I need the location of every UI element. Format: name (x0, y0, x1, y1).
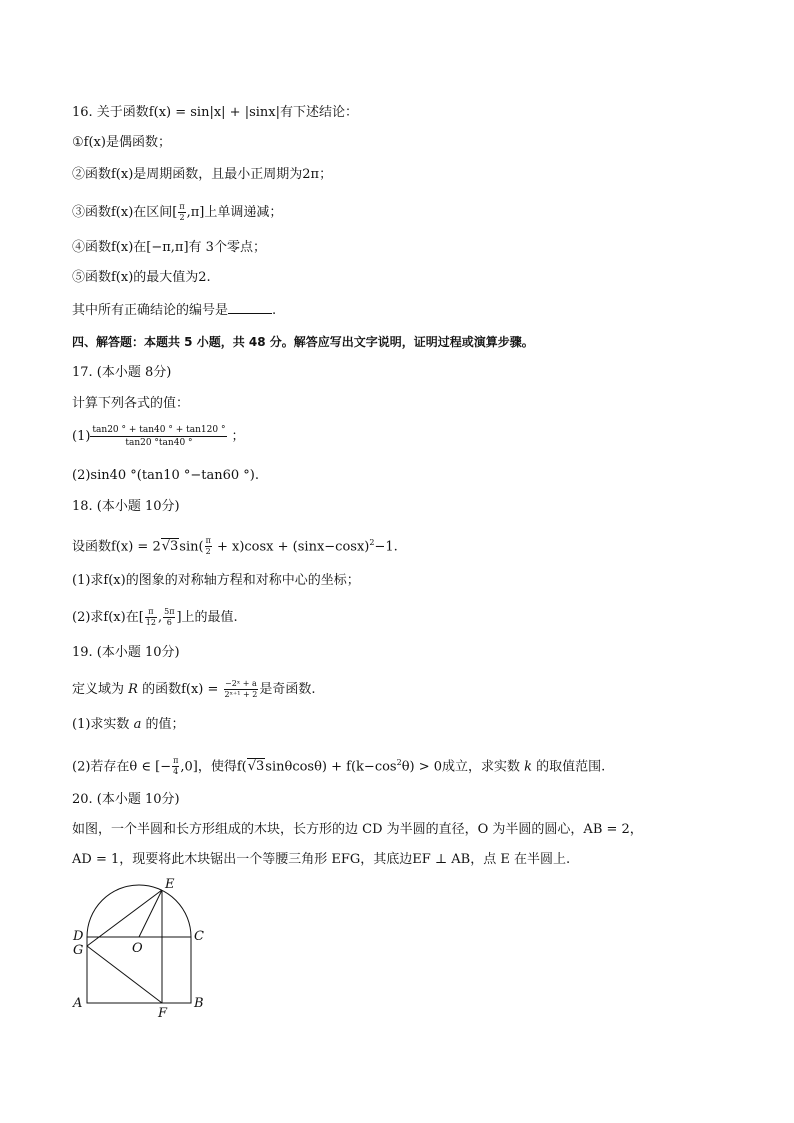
q16-statement-3 (72, 202, 282, 223)
label-a: A (73, 996, 83, 1011)
q16-statement-2: ②函数f(x)是周期函数，且最小正周期为2π； (72, 167, 333, 182)
fraction-numerator: 5π (164, 607, 175, 616)
q16-s3-fraction (178, 202, 185, 223)
q17-header: 17. (本小题 8分) (72, 365, 172, 380)
q18-part-1: (1)求f(x)的图象的对称轴方程和对称中心的坐标； (72, 573, 360, 588)
q16-stem: 16. 关于函数f(x) = sin|x| + |sinx|有下述结论： (72, 105, 358, 120)
q18-fraction (205, 536, 212, 557)
q19-definition (72, 679, 315, 700)
q19-p2-mid: ,0]，使得f( (180, 759, 247, 775)
exponent: 2 (396, 758, 402, 767)
q19-def-mid: 的函数f(x) = (137, 682, 223, 697)
fraction-numerator: π (179, 202, 185, 211)
q18-header: 18. (本小题 10分) (72, 499, 180, 514)
sqrt-radicand: 3 (256, 759, 265, 775)
q18-p2-suffix: ]上的最值. (176, 610, 238, 625)
q19-part-2 (72, 754, 605, 777)
q19-header: 19. (本小题 10分) (72, 645, 180, 660)
q17-fraction (90, 424, 227, 449)
q17-part-1 (72, 424, 244, 449)
q16-ask-end: . (272, 303, 277, 318)
q19-fraction-2 (172, 756, 179, 777)
label-f: F (158, 1006, 168, 1021)
q19-p1-suffix: 的值； (141, 717, 185, 732)
q16-s3-suffix: ,π]上单调递减； (186, 205, 283, 220)
q17-p1-suffix: ； (231, 429, 245, 444)
q17-p1-prefix: (1) (72, 429, 91, 444)
segment-oe (139, 890, 162, 937)
fraction-denominator: 12 (145, 618, 156, 627)
q19-p2-mid2: sinθcosθ) + f(k−cos (265, 759, 397, 775)
fraction-denominator: 2 (205, 547, 211, 557)
q20-text-line-2: AD = 1，现要将此木块锯出一个等腰三角形 EFG，其底边EF ⊥ AB，点 E 在半圆上. (72, 852, 571, 867)
exponent: 2 (369, 538, 375, 547)
var-k: k (524, 759, 533, 775)
q19-p2-suffix: 的取值范围. (532, 759, 606, 775)
fraction-denominator: 6 (166, 618, 172, 627)
sqrt-symbol: √3 (247, 759, 265, 775)
q20-header: 20. (本小题 10分) (72, 792, 180, 807)
q18-def-end: −1. (374, 539, 398, 555)
fraction-numerator: tan20 ° + tan40 ° + tan120 ° (92, 425, 226, 435)
q16-statement-5: ⑤函数f(x)的最大值为2. (72, 270, 211, 285)
fraction-numerator: π (145, 607, 157, 618)
label-e: E (165, 877, 175, 892)
q16-ask-text: 其中所有正确结论的编号是 (72, 303, 229, 318)
q18-fraction-1 (145, 607, 157, 628)
q19-p1-prefix: (1)求实数 (72, 717, 134, 732)
q16-statement-1: ①f(x)是偶函数； (72, 135, 171, 150)
semicircle (87, 885, 191, 937)
q19-fraction (224, 679, 259, 700)
q18-def-prefix: 设函数f(x) = 2 (72, 539, 161, 555)
q19-part-1 (72, 716, 184, 734)
q18-fraction-2 (163, 607, 175, 628)
set-R: R (128, 682, 138, 697)
label-o: O (132, 941, 143, 956)
fraction-numerator: π (173, 756, 179, 766)
q18-def-post: + x)cosx + (sinx−cosx) (212, 539, 370, 555)
sqrt-radicand: 3 (170, 539, 179, 555)
fraction-denominator: 4 (173, 767, 179, 777)
sqrt-symbol: √3 (161, 539, 179, 555)
var-a: a (133, 717, 142, 732)
q19-p2-prefix: (2)若存在θ ∈ [− (72, 759, 172, 775)
fraction-denominator: 2ˣ⁺¹ + 2 (224, 690, 258, 699)
fraction-numerator: −2ˣ + a (225, 679, 257, 688)
q19-p2-mid3: θ) > 0成立，求实数 (401, 759, 525, 775)
fraction-denominator: 2 (179, 213, 185, 222)
q20-text-line-1: 如图，一个半圆和长方形组成的木块，长方形的边 CD 为半圆的直径，O 为半圆的圆心，AB = 2， (72, 822, 643, 837)
geometry-figure (70, 876, 220, 1021)
q16-ask (72, 300, 276, 320)
q16-statement-4: ④函数f(x)在[−π,π]有 3个零点； (72, 240, 266, 255)
segment-gf (87, 946, 162, 1003)
answer-blank (228, 300, 272, 314)
q18-definition (72, 534, 398, 557)
q18-def-mid: sin( (179, 539, 204, 555)
q17-part-2: (2)sin40 °(tan10 °−tan60 °). (72, 468, 260, 483)
q19-def-prefix: 定义域为 (72, 682, 129, 697)
section-heading: 四、解答题：本题共 5 小题，共 48 分。解答应写出文字说明，证明过程或演算步骤。 (72, 335, 534, 349)
q18-part-2: (2)求f(x)在[ $\frac{\pi}{12}$ , $\frac{5\pi}{6}$ ]上的最值. (72, 607, 238, 627)
fraction-numerator: π (205, 536, 211, 546)
q17-intro: 计算下列各式的值： (72, 396, 190, 411)
label-g: G (73, 943, 84, 958)
q18-p2-prefix: (2)求f(x)在[ (72, 610, 144, 625)
label-b: B (194, 996, 204, 1011)
q19-def-suffix: 是奇函数. (259, 682, 316, 697)
label-d: D (73, 929, 84, 944)
q16-s3-prefix: ③函数f(x)在区间[ (72, 205, 178, 220)
fraction-denominator: tan20 °tan40 ° (125, 438, 193, 448)
label-c: C (194, 929, 204, 944)
segment-ge (87, 890, 162, 946)
